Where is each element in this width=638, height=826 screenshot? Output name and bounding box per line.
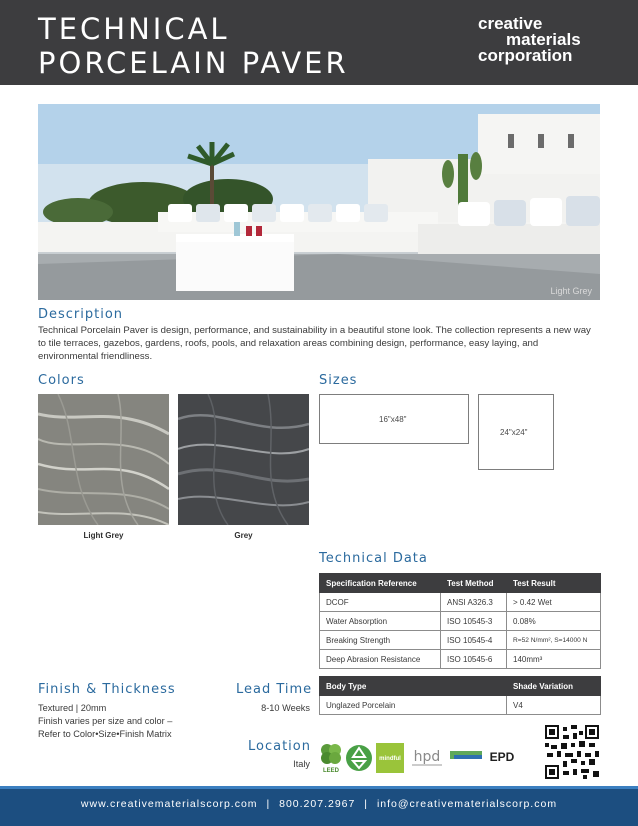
finish-line-3: Refer to Color•Size•Finish Matrix	[38, 728, 172, 739]
description-text: Technical Porcelain Paver is design, performance, and sustainability in a beautiful stone look. The collection represents a new way to tile terraces, gazebos, gardens, roofs, pools, and relaxation areas combining design, performance, easy laying, and environmental friendliness.	[38, 325, 591, 362]
epd-logo-icon	[450, 743, 522, 771]
hero-image	[38, 104, 600, 300]
logo-line-1: creative	[478, 14, 543, 33]
qr-code-icon	[545, 725, 599, 779]
table-cell: ISO 10545-6	[441, 650, 507, 669]
finish-heading: Finish & Thickness	[38, 682, 176, 697]
swatch-grey	[178, 394, 309, 525]
column-header: Test Result	[507, 574, 601, 593]
table-cell: Water Absorption	[320, 612, 441, 631]
company-logo	[478, 16, 598, 64]
table-cell: ISO 10545-4	[441, 631, 507, 650]
location-heading: Location	[248, 739, 311, 754]
swatch-label-grey: Grey	[234, 531, 253, 540]
logo-line-3: corporation	[478, 46, 573, 65]
column-header: Body Type	[320, 677, 507, 696]
mindful-logo-text: mindful	[379, 756, 401, 762]
hpd-logo-icon	[410, 743, 444, 773]
column-header: Specification Reference	[320, 574, 441, 593]
table-row	[320, 631, 601, 650]
hpd-logo-text: hpd	[413, 749, 441, 765]
hero-illustration	[38, 104, 600, 300]
footer-phone[interactable]: 800.207.2967	[279, 798, 356, 810]
table-cell: Deep Abrasion Resistance	[320, 650, 441, 669]
table-cell: V4	[507, 696, 601, 715]
table-header-row	[320, 574, 601, 593]
finish-details	[38, 702, 238, 740]
finish-line-2: Finish varies per size and color –	[38, 715, 173, 726]
lead-time-heading: Lead Time	[236, 682, 313, 697]
table-row	[320, 650, 601, 669]
swatch-label-light-grey: Light Grey	[83, 531, 124, 540]
size-label-24x24: 24"x24"	[500, 428, 528, 437]
lead-time-value: 8-10 Weeks	[261, 703, 310, 713]
page-title	[38, 12, 349, 80]
table-cell: Breaking Strength	[320, 631, 441, 650]
description-heading: Description	[38, 307, 124, 322]
table-row	[320, 696, 601, 715]
technical-data-table	[319, 573, 601, 669]
swatch-light-grey	[38, 394, 169, 525]
footer-separator: |	[364, 798, 369, 810]
table-cell: ANSI A326.3	[441, 593, 507, 612]
table-cell: R=52 N/mm², S=14000 N	[507, 631, 601, 650]
table-header-row	[320, 677, 601, 696]
table-cell: ISO 10545-3	[441, 612, 507, 631]
hero-caption: Light Grey	[550, 286, 592, 296]
table-row	[320, 593, 601, 612]
table-cell: 140mm³	[507, 650, 601, 669]
footer-email-link[interactable]: info@creativematerialscorp.com	[376, 798, 558, 810]
title-line-2: PORCELAIN PAVER	[38, 46, 349, 80]
table-cell: Unglazed Porcelain	[320, 696, 507, 715]
size-label-16x48: 16"x48"	[379, 415, 407, 424]
logo-line-2: materials	[506, 30, 581, 49]
leed-logo-text: LEED	[322, 768, 340, 774]
leed-logo-icon	[320, 743, 342, 775]
colors-heading: Colors	[38, 373, 85, 388]
sizes-heading: Sizes	[319, 373, 358, 388]
technical-data-heading: Technical Data	[319, 551, 428, 566]
column-header: Test Method	[441, 574, 507, 593]
column-header: Shade Variation	[507, 677, 601, 696]
location-value: Italy	[293, 759, 310, 769]
epd-logo-text: EPD	[489, 750, 515, 764]
mindful-logo-icon	[376, 743, 404, 773]
title-line-1: TECHNICAL	[38, 12, 230, 46]
footer-stripe	[0, 786, 638, 789]
footer-separator: |	[266, 798, 271, 810]
table-row	[320, 612, 601, 631]
table-cell: 0.08%	[507, 612, 601, 631]
table-cell: DCOF	[320, 593, 441, 612]
recycle-icon	[345, 743, 373, 773]
table-cell: > 0.42 Wet	[507, 593, 601, 612]
finish-line-1: Textured | 20mm	[38, 703, 107, 713]
footer-website-link[interactable]: www.creativematerialscorp.com	[80, 798, 258, 810]
body-type-table	[319, 676, 601, 715]
footer-contact	[0, 798, 638, 810]
